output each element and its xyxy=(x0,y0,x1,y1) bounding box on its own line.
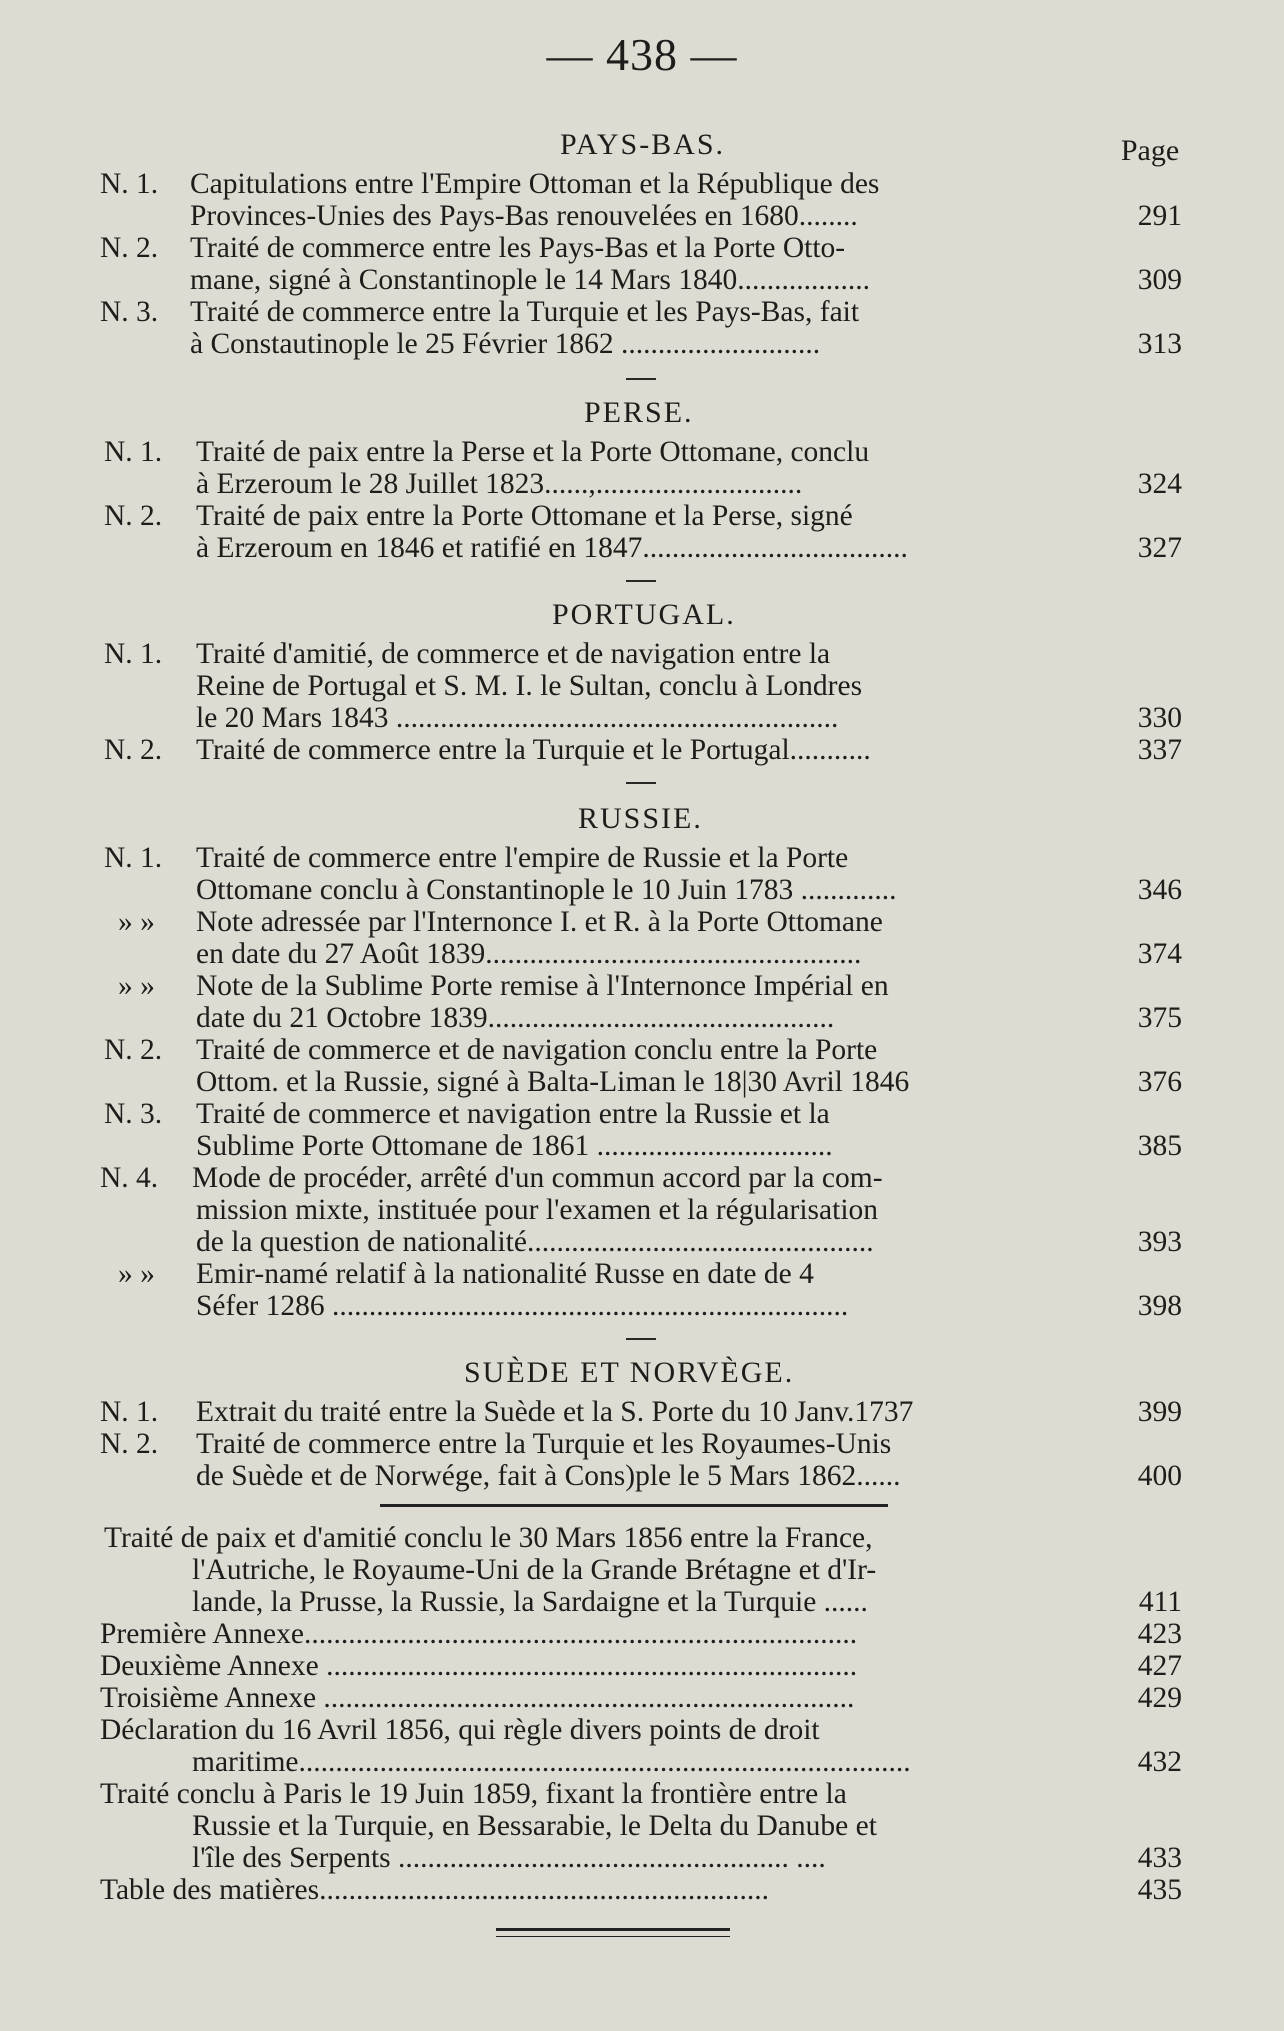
entry-line: Traité de paix entre la Perse et la Porte Ottomane, conclu xyxy=(196,436,870,468)
section-divider xyxy=(626,580,656,582)
annex-line: lande, la Prusse, la Russie, la Sardaigne et la Turquie ...... xyxy=(192,1586,868,1618)
entry-line: à Constautinople le 25 Février 1862 ........................... xyxy=(190,328,821,360)
entry-page: 400 xyxy=(1137,1460,1182,1492)
entry-line: Provinces-Unies des Pays-Bas renouvelées en 1680........ xyxy=(190,200,858,232)
section-divider xyxy=(626,378,656,380)
section-divider xyxy=(626,1338,656,1340)
annex-page: 432 xyxy=(1137,1746,1182,1778)
entry-number: N. 3. xyxy=(100,296,159,328)
entry-line: Traité de commerce entre la Turquie et le Portugal........... xyxy=(196,734,871,766)
closing-rule-top xyxy=(496,1928,730,1931)
entry-number: N. 2. xyxy=(104,500,163,532)
closing-rule-bottom xyxy=(496,1936,730,1937)
page-number: — 438 — xyxy=(546,29,738,80)
entry-number: N. 1. xyxy=(104,436,163,468)
annex-line: Première Annexe........................................................................... xyxy=(100,1618,858,1650)
entry-line: Ottomane conclu à Constantinople le 10 Juin 1783 ............. xyxy=(196,874,897,906)
section-heading-perse: PERSE. xyxy=(584,396,694,429)
entry-page: 291 xyxy=(1137,200,1182,232)
entry-number: N. 1. xyxy=(100,1396,159,1428)
entry-page: 399 xyxy=(1137,1396,1182,1428)
entry-page: 330 xyxy=(1137,702,1182,734)
entry-page: 375 xyxy=(1137,1002,1182,1034)
entry-number: » » xyxy=(118,906,155,938)
annex-page: 435 xyxy=(1137,1874,1182,1906)
entry-number: N. 2. xyxy=(100,232,159,264)
entry-line: Extrait du traité entre la Suède et la S. Porte du 10 Janv.1737 xyxy=(196,1396,914,1428)
section-heading-russie: RUSSIE. xyxy=(578,802,703,835)
entry-line: de la question de nationalité............................................... xyxy=(196,1226,874,1258)
entry-page: 346 xyxy=(1137,874,1182,906)
annex-page: 433 xyxy=(1137,1842,1182,1874)
entry-line: Ottom. et la Russie, signé à Balta-Liman le 18|30 Avril 1846 xyxy=(196,1066,910,1098)
entry-line: en date du 27 Août 1839................................................... xyxy=(196,938,862,970)
entry-line: Mode de procéder, arrêté d'un commun accord par la com- xyxy=(192,1162,883,1194)
entry-line: Traité de paix entre la Porte Ottomane et la Perse, signé xyxy=(196,500,853,532)
entry-line: date du 21 Octobre 1839............................................... xyxy=(196,1002,835,1034)
entry-line: Note de la Sublime Porte remise à l'Internonce Impérial en xyxy=(196,970,889,1002)
entry-number: » » xyxy=(118,970,155,1002)
entry-line: Traité de commerce entre la Turquie et les Royaumes-Unis xyxy=(196,1428,892,1460)
entry-page: 398 xyxy=(1137,1290,1182,1322)
entry-line: Traité de commerce entre les Pays-Bas et la Porte Otto- xyxy=(190,232,846,264)
entry-number: N. 2. xyxy=(104,1034,163,1066)
entry-line: Note adressée par l'Internonce I. et R. à la Porte Ottomane xyxy=(196,906,883,938)
entry-line: le 20 Mars 1843 ............................................................ xyxy=(196,702,839,734)
entry-page: 376 xyxy=(1137,1066,1182,1098)
annex-line: Deuxième Annexe ........................................................................ xyxy=(100,1650,858,1682)
entry-line: Reine de Portugal et S. M. I. le Sultan, conclu à Londres xyxy=(196,670,863,702)
entry-page: 374 xyxy=(1137,938,1182,970)
annex-page: 427 xyxy=(1137,1650,1182,1682)
entry-page: 309 xyxy=(1137,264,1182,296)
entry-page: 327 xyxy=(1137,532,1182,564)
entry-line: mission mixte, instituée pour l'examen et la régularisation xyxy=(196,1194,879,1226)
entry-line: Traité d'amitié, de commerce et de navigation entre la xyxy=(196,638,831,670)
entry-line: à Erzeroum le 28 Juillet 1823......,............................ xyxy=(196,468,803,500)
entry-number: N. 2. xyxy=(100,1428,159,1460)
entry-number: N. 1. xyxy=(100,168,159,200)
annex-line: Troisième Annexe ........................................................................ xyxy=(100,1682,855,1714)
entry-page: 393 xyxy=(1137,1226,1182,1258)
annex-line: Table des matières............................................................. xyxy=(100,1874,769,1906)
annex-line: Déclaration du 16 Avril 1856, qui règle divers points de droit xyxy=(100,1714,820,1746)
entry-number: N. 1. xyxy=(104,842,163,874)
annex-page: 429 xyxy=(1137,1682,1182,1714)
annex-line: l'île des Serpents ..................................................... .... xyxy=(192,1842,826,1874)
entry-line: de Suède et de Norwége, fait à Cons)ple le 5 Mars 1862...... xyxy=(196,1460,901,1492)
page-column-label: Page xyxy=(1120,134,1180,167)
entry-page: 385 xyxy=(1137,1130,1182,1162)
entry-line: Sublime Porte Ottomane de 1861 ................................ xyxy=(196,1130,833,1162)
annex-line: l'Autriche, le Royaume-Uni de la Grande Brétagne et d'Ir- xyxy=(192,1554,877,1586)
separator-rule xyxy=(380,1504,888,1507)
entry-line: Traité de commerce entre l'empire de Russie et la Porte xyxy=(196,842,849,874)
entry-number: N. 2. xyxy=(104,734,163,766)
annex-line: maritime................................................................................... xyxy=(192,1746,911,1778)
entry-page: 324 xyxy=(1137,468,1182,500)
entry-line: Emir-namé relatif à la nationalité Russe en date de 4 xyxy=(196,1258,814,1290)
annex-line: Traité de paix et d'amitié conclu le 30 Mars 1856 entre la France, xyxy=(104,1522,873,1554)
entry-line: Capitulations entre l'Empire Ottoman et la République des xyxy=(190,168,880,200)
entry-line: à Erzeroum en 1846 et ratifié en 1847.................................... xyxy=(196,532,908,564)
annex-line: Russie et la Turquie, en Bessarabie, le Delta du Danube et xyxy=(192,1810,877,1842)
entry-line: mane, signé à Constantinople le 14 Mars 1840.................. xyxy=(190,264,871,296)
entry-page: 337 xyxy=(1137,734,1182,766)
entry-line: Séfer 1286 ...................................................................... xyxy=(196,1290,849,1322)
section-divider xyxy=(626,782,656,784)
entry-page: 313 xyxy=(1137,328,1182,360)
entry-number: N. 1. xyxy=(104,638,163,670)
entry-line: Traité de commerce et navigation entre la Russie et la xyxy=(196,1098,830,1130)
entry-number: N. 4. xyxy=(100,1162,159,1194)
entry-number: N. 3. xyxy=(104,1098,163,1130)
annex-page: 411 xyxy=(1138,1586,1182,1618)
entry-line: Traité de commerce et de navigation conclu entre la Porte xyxy=(196,1034,878,1066)
entry-line: Traité de commerce entre la Turquie et les Pays-Bas, fait xyxy=(190,296,860,328)
annex-line: Traité conclu à Paris le 19 Juin 1859, fixant la frontière entre la xyxy=(100,1778,847,1810)
entry-number: » » xyxy=(118,1258,155,1290)
section-heading-portugal: PORTUGAL. xyxy=(552,598,736,631)
section-heading-pays-bas: PAYS-BAS. xyxy=(560,128,726,161)
annex-page: 423 xyxy=(1137,1618,1182,1650)
section-heading-suede-norvege: SUÈDE ET NORVÈGE. xyxy=(464,1356,795,1389)
